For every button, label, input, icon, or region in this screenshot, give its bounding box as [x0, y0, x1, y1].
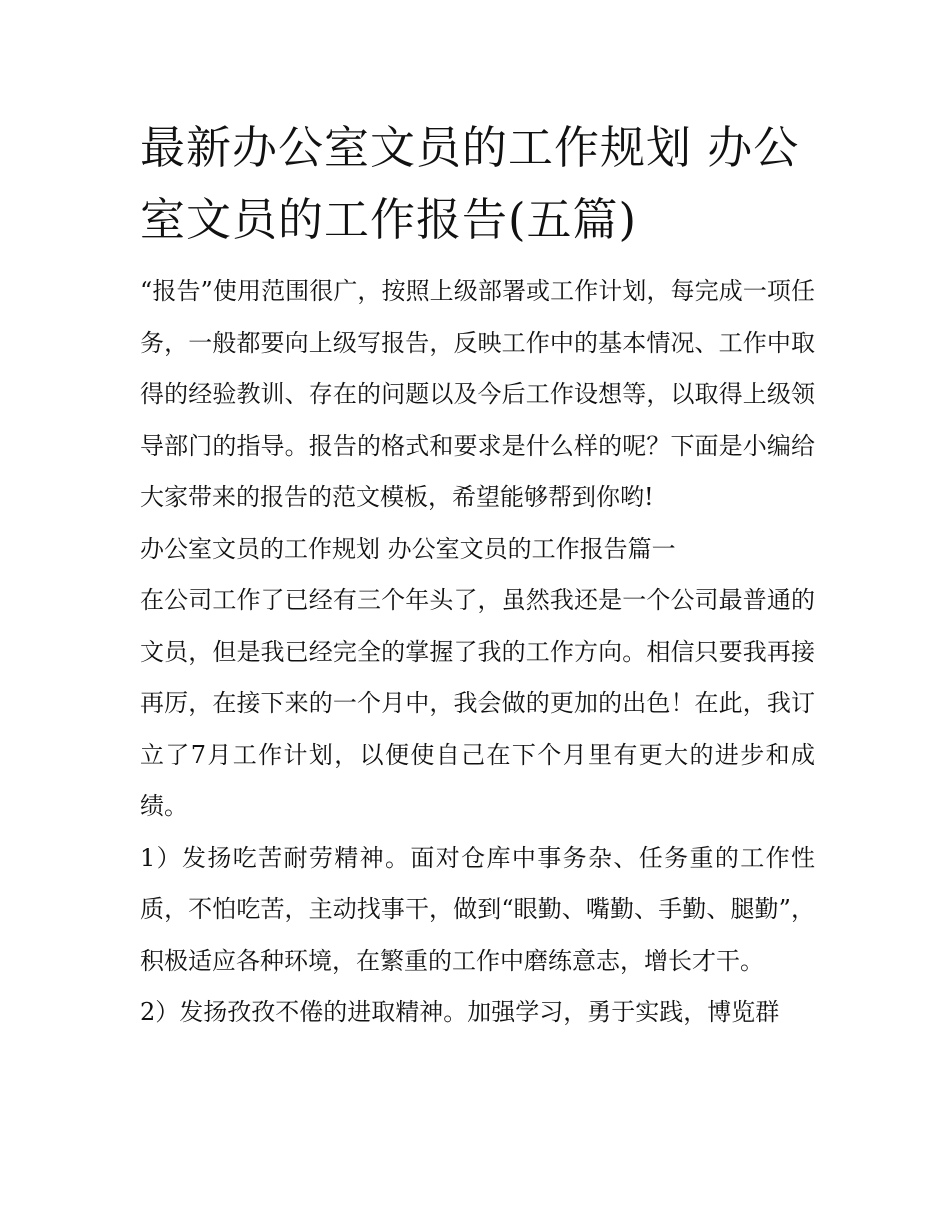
intro-paragraph: “报告”使用范围很广，按照上级部署或工作计划，每完成一项任务，一般都要向上级写报告，反映工作中的基本情况、工作中取得的经验教训、存在的问题以及今后工作设想等，以取得上级领导部门的指导。报告的格式和要求是什么样的呢？下面是小编给大家带来的报告的范文模板，希望能够帮到你哟! — [140, 277, 815, 511]
section-heading: 办公室文员的工作规划 办公室文员的工作报告篇一 — [140, 534, 676, 563]
document-page — [140, 112, 815, 1039]
list-item-2: 2）发扬孜孜不倦的进取精神。加强学习，勇于实践，博览群 — [140, 998, 780, 1026]
list-item-1: 1）发扬吃苦耐劳精神。面对仓库中事务杂、任务重的工作性质，不怕吃苦，主动找事干，做到“眼勤、嘴勤、手勤、腿勤”，积极适应各种环境，在繁重的工作中磨练意志，增长才干。 — [140, 843, 815, 975]
body-paragraph: 在公司工作了已经有三个年头了，虽然我还是一个公司最普通的文员，但是我已经完全的掌握了我的工作方向。相信只要我再接再厉，在接下来的一个月中，我会做的更加的出色！在此，我订立了7月工作计划，以便使自己在下个月里有更大的进步和成绩。 — [140, 586, 815, 820]
document-title: 最新办公室文员的工作规划 办公室文员的工作报告(五篇) — [140, 121, 800, 246]
